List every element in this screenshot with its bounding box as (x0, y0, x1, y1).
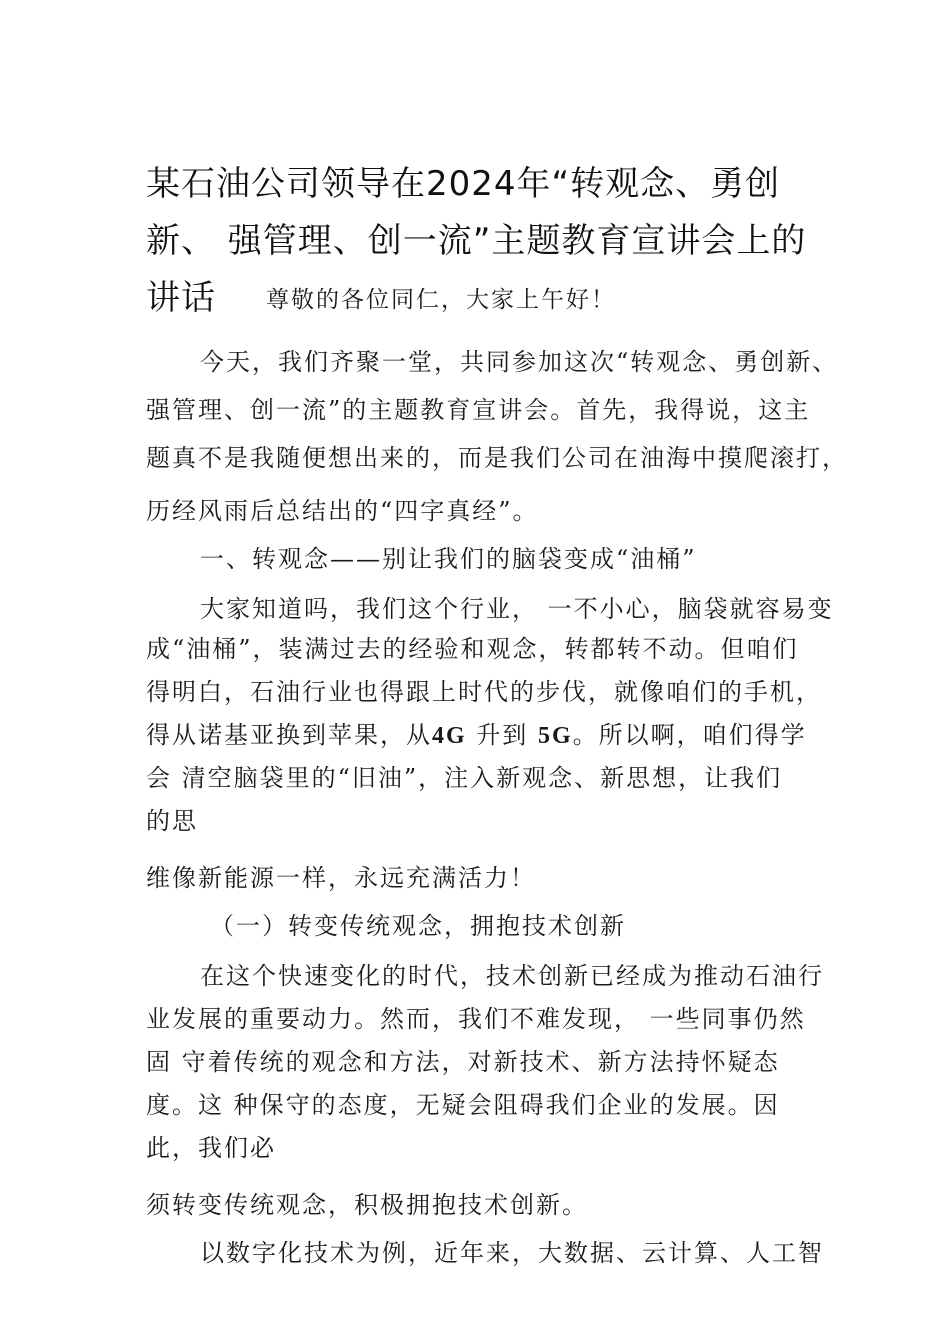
intro-line: 强管理、创一流”的主题教育宣讲会。首先，我得说，这主 (146, 396, 811, 424)
document-title-line-1: 某石油公司领导在2024年“转观念、勇创 (146, 164, 781, 204)
section1-text: 升到 (476, 721, 529, 749)
subsection1-line: 须转变传统观念，积极拥抱技术创新。 (146, 1191, 588, 1219)
section1-line: 维像新能源一样，永远充满活力！ (146, 864, 536, 892)
subsection1-line: 在这个快速变化的时代，技术创新已经成为推动石油行 (200, 962, 824, 990)
section1-line: 得明白，石油行业也得跟上时代的步伐，就像咱们的手机， (146, 678, 822, 706)
subsection1-line: 度。这 种保守的态度，无疑会阻碍我们企业的发展。因 (146, 1091, 780, 1119)
greeting: 尊敬的各位同仁，大家上午好！ (266, 287, 616, 313)
document-title-line-2: 新、 强管理、创一流”主题教育宣讲会上的 (146, 221, 807, 261)
network-5g-text: 5G (537, 723, 573, 749)
section1-line (146, 719, 807, 752)
section-heading: 一、转观念——别让我们的脑袋变成“油桶” (200, 545, 697, 573)
subsection1-line: 此，我们必 (146, 1134, 276, 1162)
subsection-heading: （一）转变传统观念，拥抱技术创新 (210, 912, 626, 940)
document-title-line-3: 讲话 (146, 278, 216, 318)
subsection1-line: 固 守着传统的观念和方法，对新技术、新方法持怀疑态 (146, 1048, 780, 1076)
section1-text: 。所以啊，咱们得学 (572, 721, 807, 749)
body-line: 以数字化技术为例，近年来，大数据、云计算、人工智 (200, 1239, 824, 1267)
intro-line: 今天，我们齐聚一堂，共同参加这次“转观念、勇创新、 (200, 348, 839, 376)
section1-line: 成“油桶”，装满过去的经验和观念，转都转不动。但咱们 (146, 635, 799, 663)
section1-line: 的思 (146, 807, 198, 835)
subsection1-line: 业发展的重要动力。然而，我们不难发现， 一些同事仍然 (146, 1005, 806, 1033)
network-4g-text: 4G (432, 723, 467, 749)
section1-line: 大家知道吗，我们这个行业， 一不小心，脑袋就容易变 (200, 595, 834, 623)
intro-line: 历经风雨后总结出的“四字真经”。 (146, 497, 539, 525)
intro-line: 题真不是我随便想出来的，而是我们公司在油海中摸爬滚打， (146, 444, 848, 472)
section1-text: 得从诺基亚换到苹果，从 (146, 721, 432, 749)
section1-line: 会 清空脑袋里的“旧油”，注入新观念、新思想，让我们 (146, 764, 783, 792)
